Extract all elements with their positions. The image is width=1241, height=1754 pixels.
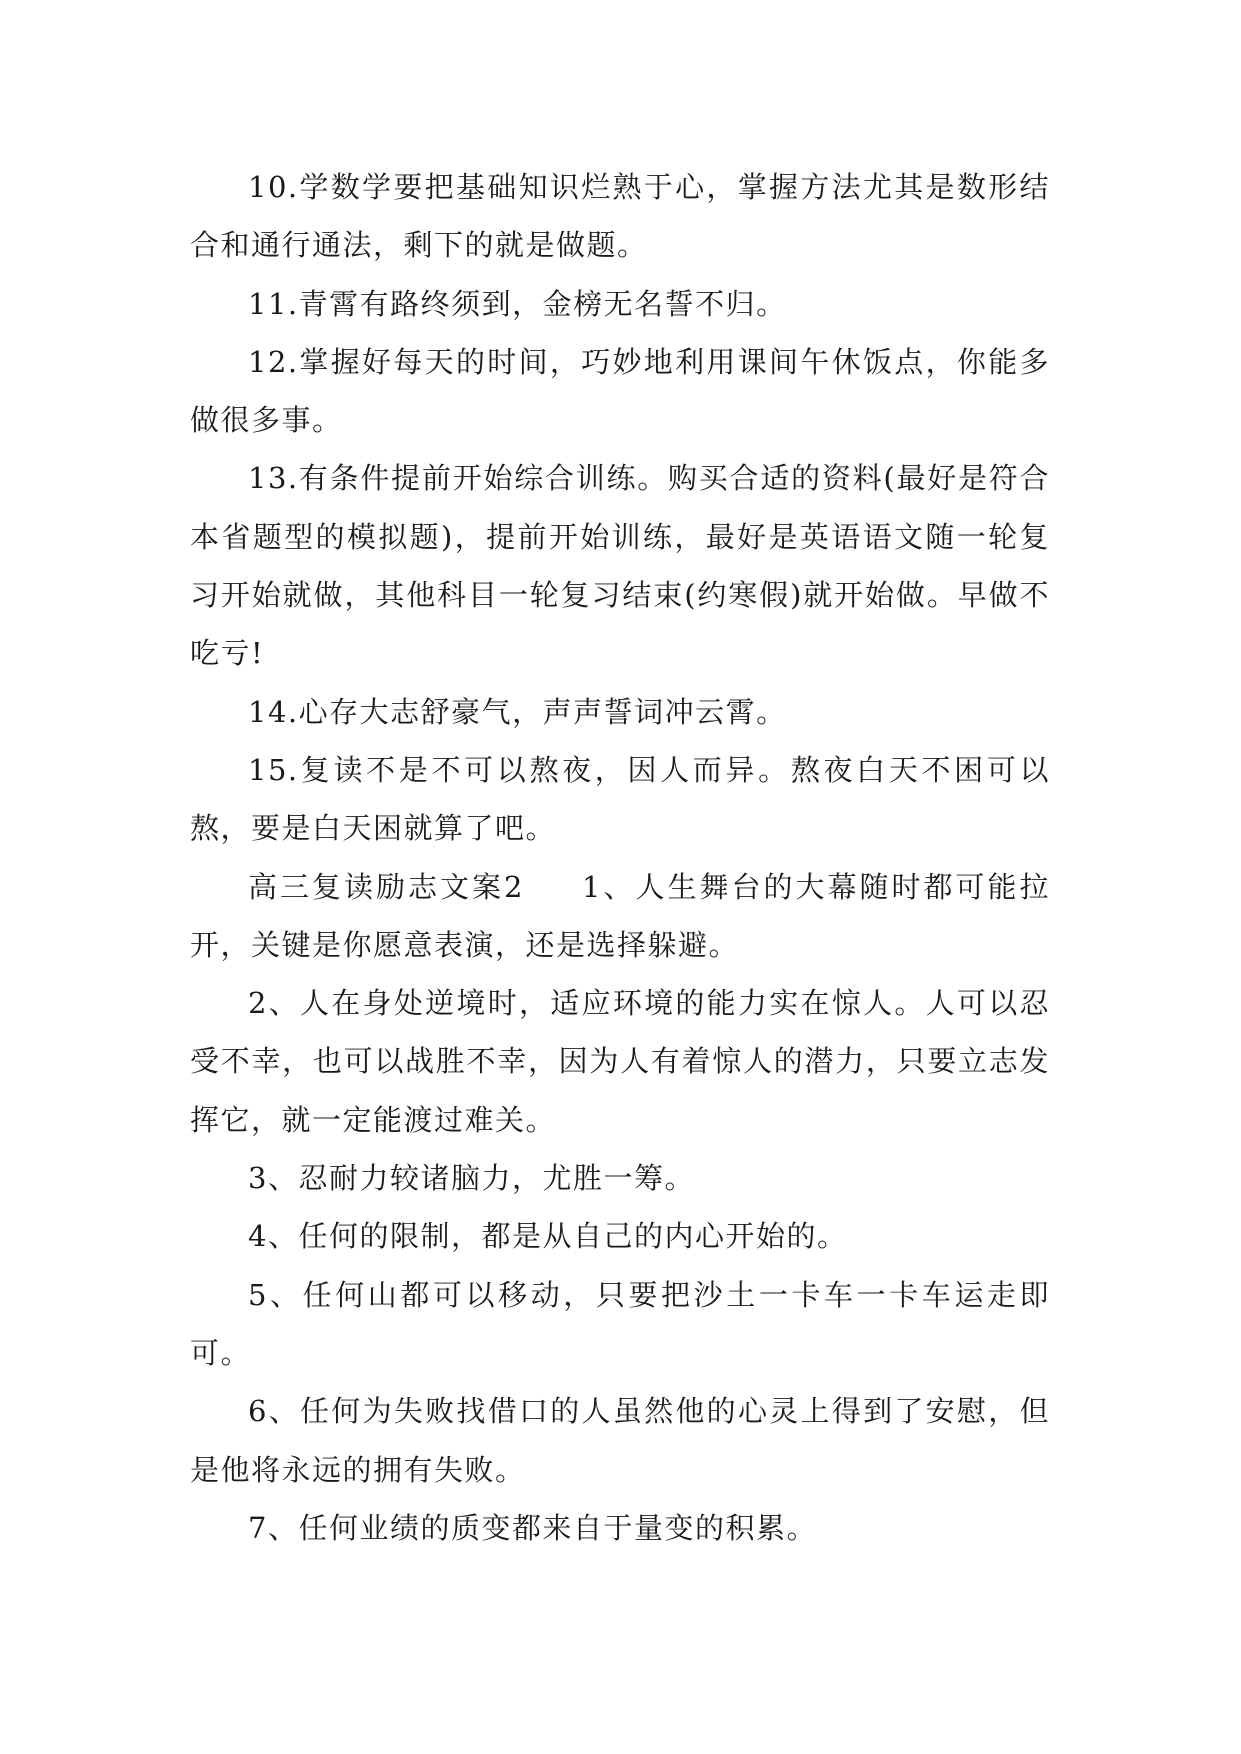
paragraph-10: 10.学数学要把基础知识烂熟于心，掌握方法尤其是数形结合和通行通法，剩下的就是做题。 [190, 170, 1050, 263]
paragraph-12: 12.掌握好每天的时间，巧妙地利用课间午休饭点，你能多做很多事。 [190, 344, 1050, 438]
item-6: 6、任何为失败找借口的人虽然他的心灵上得到了安慰，但是他将永远的拥有失败。 [190, 1394, 1050, 1487]
item-7: 7、任何业绩的质变都来自于量变的积累。 [248, 1510, 817, 1545]
paragraph-15: 15.复读不是不可以熬夜，因人而异。熬夜白天不困可以熬，要是白天困就算了吧。 [190, 752, 1050, 846]
section-paragraph [190, 858, 1050, 975]
paragraph-13: 13.有条件提前开始综合训练。购买合适的资料(最好是符合本省题型的模拟题)，提前开始训练，最好是英语语文随一轮复习开始就做，其他科目一轮复习结束(约寒假)就开始做。早做不吃亏! [190, 461, 1050, 671]
paragraph-14: 14.心存大志舒豪气，声声誓词冲云霄。 [248, 694, 787, 729]
item-4: 4、任何的限制，都是从自己的内心开始的。 [248, 1219, 848, 1254]
document-body [190, 158, 1050, 1557]
item-5: 5、任何山都可以移动，只要把沙土一卡车一卡车运走即可。 [190, 1277, 1050, 1370]
section-heading: 高三复读励志文案2 [248, 869, 524, 904]
item-1: 1、人生舞台的大幕随时都可能拉开，关键是你愿意表演，还是选择躲避。 [190, 869, 1051, 962]
paragraph-11: 11.青霄有路终须到，金榜无名誓不归。 [248, 286, 787, 321]
item-3: 3、忍耐力较诸脑力，尤胜一筹。 [248, 1161, 695, 1196]
item-2: 2、人在身处逆境时，适应环境的能力实在惊人。人可以忍受不幸，也可以战胜不幸，因为人有着惊人的潜力，只要立志发挥它，就一定能渡过难关。 [190, 986, 1050, 1137]
